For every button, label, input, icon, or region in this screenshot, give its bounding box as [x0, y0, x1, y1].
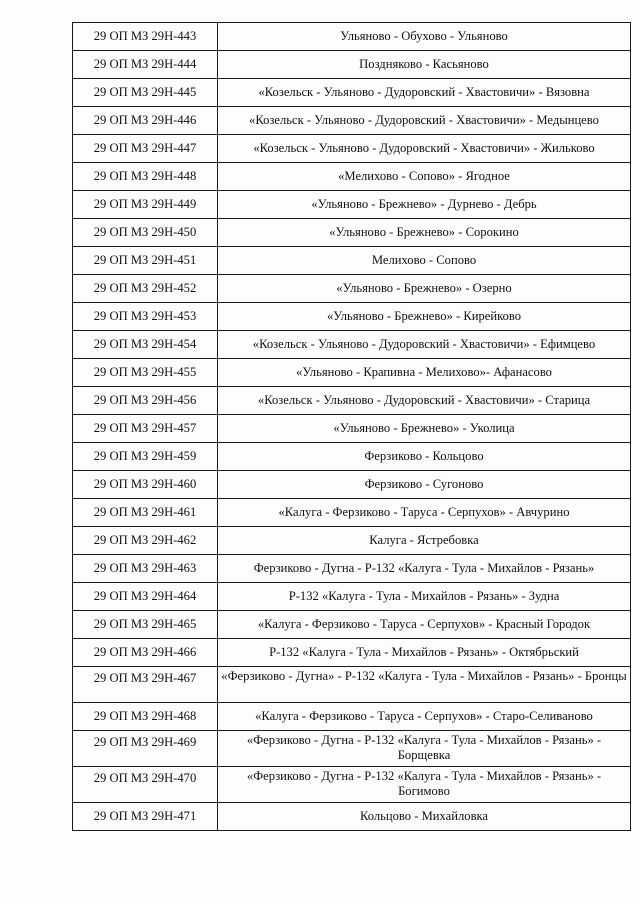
- road-name-cell: Калуга - Ястребовка: [218, 527, 631, 555]
- road-name-cell: «Козельск - Ульяново - Дудоровский - Хвастовичи» - Жильково: [218, 135, 631, 163]
- table-row: [73, 499, 631, 527]
- road-code-cell: 29 ОП МЗ 29Н-456: [73, 387, 218, 415]
- road-code-cell: 29 ОП МЗ 29Н-464: [73, 583, 218, 611]
- table-row: [73, 219, 631, 247]
- table-row: [73, 303, 631, 331]
- road-name-cell: Ферзиково - Сугоново: [218, 471, 631, 499]
- table-row: [73, 443, 631, 471]
- table-row: [73, 471, 631, 499]
- table-row: [73, 555, 631, 583]
- roads-table-body: [73, 23, 631, 831]
- road-name-cell: «Ульяново - Брежнево» - Сорокино: [218, 219, 631, 247]
- road-code-cell: 29 ОП МЗ 29Н-451: [73, 247, 218, 275]
- road-code-cell: 29 ОП МЗ 29Н-446: [73, 107, 218, 135]
- road-code-cell: 29 ОП МЗ 29Н-444: [73, 51, 218, 79]
- road-name-cell: Кольцово - Михайловка: [218, 803, 631, 831]
- road-code-cell: 29 ОП МЗ 29Н-452: [73, 275, 218, 303]
- table-row: [73, 191, 631, 219]
- road-name-cell: «Козельск - Ульяново - Дудоровский - Хвастовичи» - Старица: [218, 387, 631, 415]
- road-name-cell: «Ульяново - Крапивна - Мелихово»- Афанасово: [218, 359, 631, 387]
- road-name-cell: Поздняково - Касьяново: [218, 51, 631, 79]
- road-code-cell: 29 ОП МЗ 29Н-449: [73, 191, 218, 219]
- road-name-cell: Ферзиково - Дугна - Р-132 «Калуга - Тула - Михайлов - Рязань»: [218, 555, 631, 583]
- road-code-cell: 29 ОП МЗ 29Н-470: [73, 767, 218, 803]
- road-code-cell: 29 ОП МЗ 29Н-447: [73, 135, 218, 163]
- road-name-cell: «Ульяново - Брежнево» - Дурнево - Дебрь: [218, 191, 631, 219]
- road-name-cell: «Козельск - Ульяново - Дудоровский - Хвастовичи» - Ефимцево: [218, 331, 631, 359]
- table-row: [73, 415, 631, 443]
- road-name-cell: «Ферзиково - Дугна - Р-132 «Калуга - Тула - Михайлов - Рязань» - Богимово: [218, 767, 631, 803]
- table-row: [73, 79, 631, 107]
- road-code-cell: 29 ОП МЗ 29Н-461: [73, 499, 218, 527]
- road-name-cell: «Калуга - Ферзиково - Таруса - Серпухов» - Старо-Селиваново: [218, 703, 631, 731]
- road-name-cell: Р-132 «Калуга - Тула - Михайлов - Рязань» - Зудна: [218, 583, 631, 611]
- road-code-cell: 29 ОП МЗ 29Н-453: [73, 303, 218, 331]
- table-row: [73, 803, 631, 831]
- roads-table: [72, 22, 631, 831]
- road-code-cell: 29 ОП МЗ 29Н-459: [73, 443, 218, 471]
- road-code-cell: 29 ОП МЗ 29Н-448: [73, 163, 218, 191]
- table-row: [73, 331, 631, 359]
- table-row: [73, 275, 631, 303]
- road-code-cell: 29 ОП МЗ 29Н-450: [73, 219, 218, 247]
- table-row: [73, 703, 631, 731]
- table-row: [73, 247, 631, 275]
- road-code-cell: 29 ОП МЗ 29Н-468: [73, 703, 218, 731]
- road-code-cell: 29 ОП МЗ 29Н-471: [73, 803, 218, 831]
- road-code-cell: 29 ОП МЗ 29Н-457: [73, 415, 218, 443]
- road-name-cell: «Мелихово - Сопово» - Ягодное: [218, 163, 631, 191]
- road-code-cell: 29 ОП МЗ 29Н-454: [73, 331, 218, 359]
- road-code-cell: 29 ОП МЗ 29Н-455: [73, 359, 218, 387]
- road-name-cell: «Ферзиково - Дугна» - Р-132 «Калуга - Тула - Михайлов - Рязань» - Бронцы: [218, 667, 631, 703]
- road-code-cell: 29 ОП МЗ 29Н-443: [73, 23, 218, 51]
- road-name-cell: Мелихово - Сопово: [218, 247, 631, 275]
- table-row: [73, 107, 631, 135]
- table-row: [73, 135, 631, 163]
- road-name-cell: «Ульяново - Брежнево» - Озерно: [218, 275, 631, 303]
- table-row: [73, 51, 631, 79]
- table-row: [73, 611, 631, 639]
- road-code-cell: 29 ОП МЗ 29Н-465: [73, 611, 218, 639]
- road-name-cell: Ульяново - Обухово - Ульяново: [218, 23, 631, 51]
- road-name-cell: «Козельск - Ульяново - Дудоровский - Хвастовичи» - Вязовна: [218, 79, 631, 107]
- road-name-cell: «Козельск - Ульяново - Дудоровский - Хвастовичи» - Медынцево: [218, 107, 631, 135]
- table-row: [73, 731, 631, 767]
- road-code-cell: 29 ОП МЗ 29Н-462: [73, 527, 218, 555]
- road-code-cell: 29 ОП МЗ 29Н-467: [73, 667, 218, 703]
- table-row: [73, 163, 631, 191]
- table-row: [73, 639, 631, 667]
- road-code-cell: 29 ОП МЗ 29Н-463: [73, 555, 218, 583]
- table-row: [73, 387, 631, 415]
- table-row: [73, 583, 631, 611]
- road-code-cell: 29 ОП МЗ 29Н-466: [73, 639, 218, 667]
- table-row: [73, 23, 631, 51]
- road-name-cell: «Калуга - Ферзиково - Таруса - Серпухов» - Красный Городок: [218, 611, 631, 639]
- table-row: [73, 359, 631, 387]
- road-code-cell: 29 ОП МЗ 29Н-460: [73, 471, 218, 499]
- table-row: [73, 767, 631, 803]
- road-name-cell: «Ферзиково - Дугна - Р-132 «Калуга - Тула - Михайлов - Рязань» - Борщевка: [218, 731, 631, 767]
- road-code-cell: 29 ОП МЗ 29Н-469: [73, 731, 218, 767]
- road-code-cell: 29 ОП МЗ 29Н-445: [73, 79, 218, 107]
- road-name-cell: Р-132 «Калуга - Тула - Михайлов - Рязань» - Октябрьский: [218, 639, 631, 667]
- road-name-cell: «Ульяново - Брежнево» - Кирейково: [218, 303, 631, 331]
- road-name-cell: «Калуга - Ферзиково - Таруса - Серпухов» - Авчурино: [218, 499, 631, 527]
- road-name-cell: «Ульяново - Брежнево» - Уколица: [218, 415, 631, 443]
- table-row: [73, 527, 631, 555]
- table-row: [73, 667, 631, 703]
- road-name-cell: Ферзиково - Кольцово: [218, 443, 631, 471]
